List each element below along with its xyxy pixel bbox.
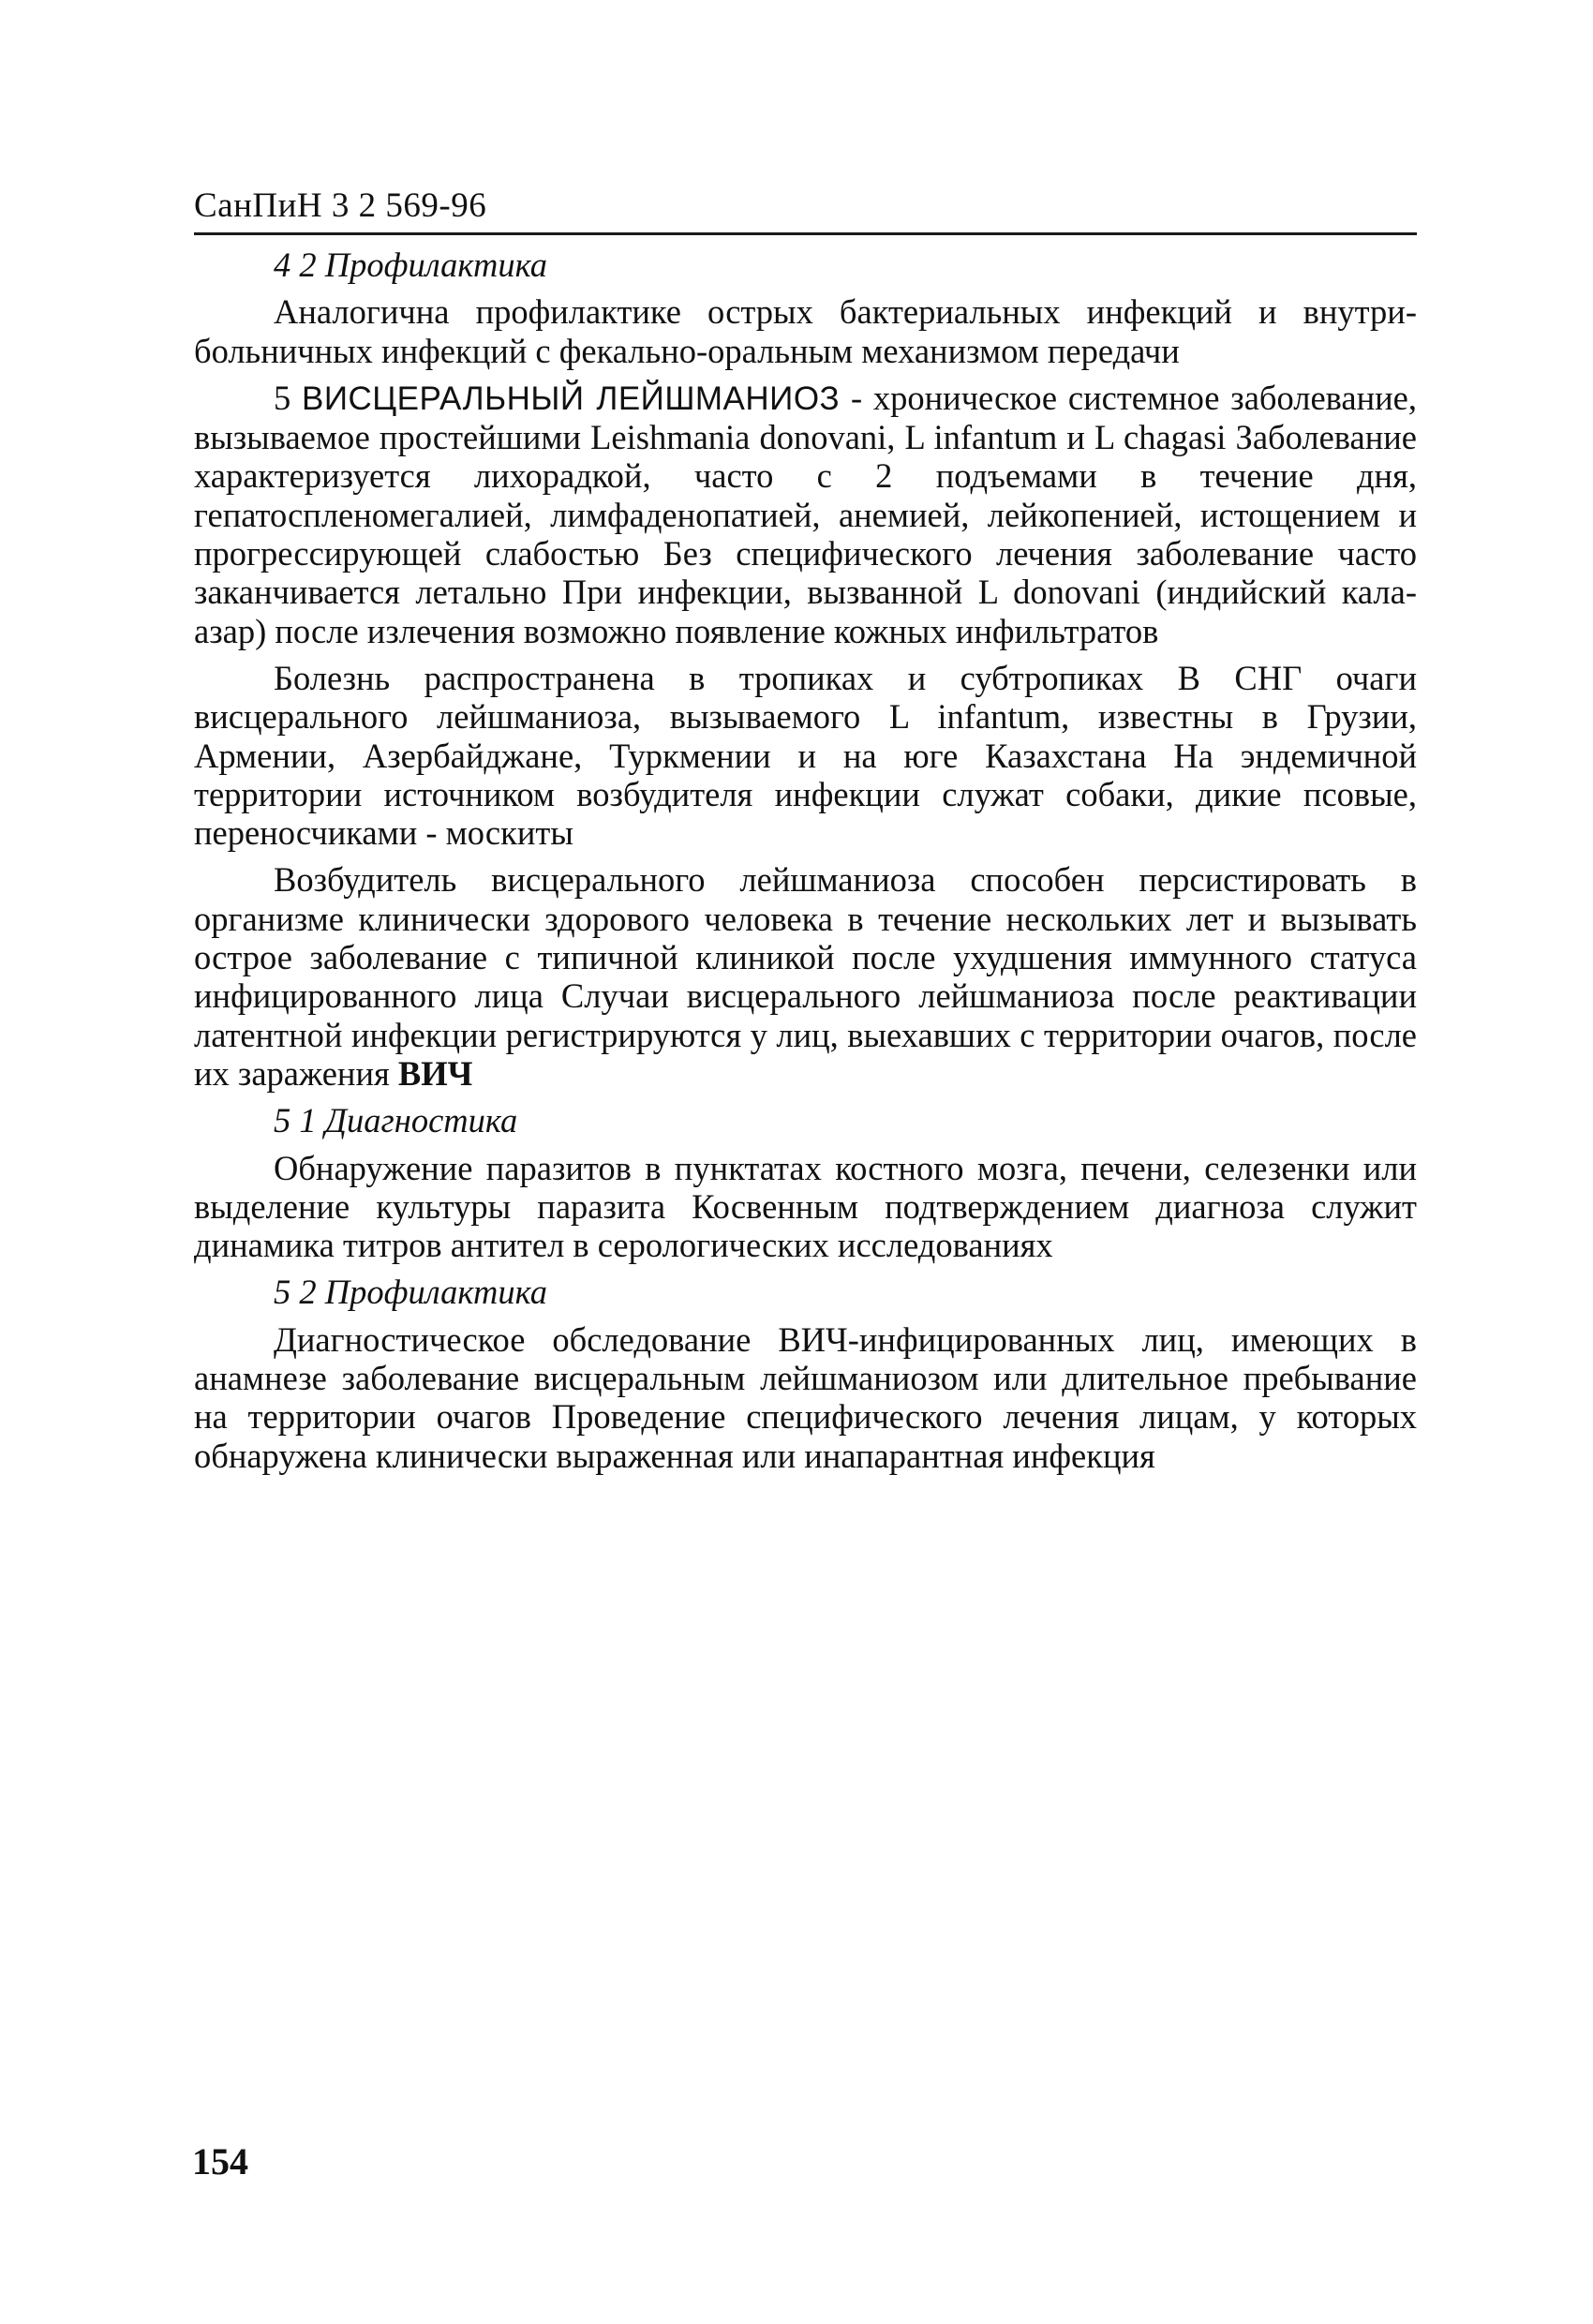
running-header: СанПиН 3 2 569-96 [194,186,487,225]
header-rule [194,232,1417,235]
section-5-paragraph-3-end: ВИЧ [397,1053,473,1093]
section-5-paragraph [194,379,1417,650]
section-5-1-paragraph: Обнаружение паразитов в пунктатах костного мозга, печени, селезенки или выделение культуры паразита Косвенным подтверждением диагноза служит динамика титров антител в серологических исследованиях [194,1148,1417,1265]
section-5-number: 5 [274,378,303,417]
page-number: 154 [192,2140,248,2182]
section-5-2-paragraph: Диагностическое обследование ВИЧ-инфицированных лиц, имеющих в анамнезе заболевание висцеральным лейшманиозом или длительное пребывание на территории очагов Проведение специфического лечения лицам, у которых обнаружена клинически выраженная или инапарантная инфекция [194,1319,1417,1475]
section-5-paragraph-3 [194,860,1417,1093]
section-5-1-heading: 5 1 Диагностика [274,1101,518,1140]
section-5-text: - хроническое системное заболевание, вызываемое простейшими Leishmania donovani, L infantum и L chagasi Заболевание характеризуется лихорадкой, часто с 2 подъемами в течение дня, гепатоспленомегалией, лимфаденопатией, анемией, лейкопенией, истощением и прогрессирующей слабостью Без специфического лечения заболевание часто заканчивается летально При инфекции, вызванной L donovani (индийский кала-азар) после излечения возможно появление кожных инфильтратов [194,378,1417,650]
section-5-title: ВИСЦЕРАЛЬНЫЙ ЛЕЙШМАНИОЗ [302,380,841,417]
section-5-paragraph-3-text: Возбудитель висцерального лейшманиоза способен персистировать в организме клинически здорового человека в течение нескольких лет и вызывать острое заболевание с типичной клиникой после ухудшения иммунного статуса инфицированного лица Случаи висцерального лейшманиоза после реактивации латентной инфекции регистрируются у лиц, выехавших с территории очагов, после их заражения [194,860,1417,1093]
body-text [194,246,1417,1483]
section-4-2-paragraph: Аналогична профилактике острых бактериальных инфекций и внутрибольничных инфекций с фекально-оральным механизмом передачи [194,292,1417,370]
section-4-2-heading: 4 2 Профилактика [274,246,547,284]
section-5-paragraph-2: Болезнь распространена в тропиках и субтропиках В СНГ очаги висцерального лейшманиоза, вызываемого L infantum, известны в Грузии, Армении, Азербайджане, Туркмении и на юге Казахстана На эндемичной территории источником возбудителя инфекции служат собаки, дикие псовые, переносчиками - москиты [194,658,1417,853]
section-5-2-heading: 5 2 Профилактика [274,1273,547,1312]
